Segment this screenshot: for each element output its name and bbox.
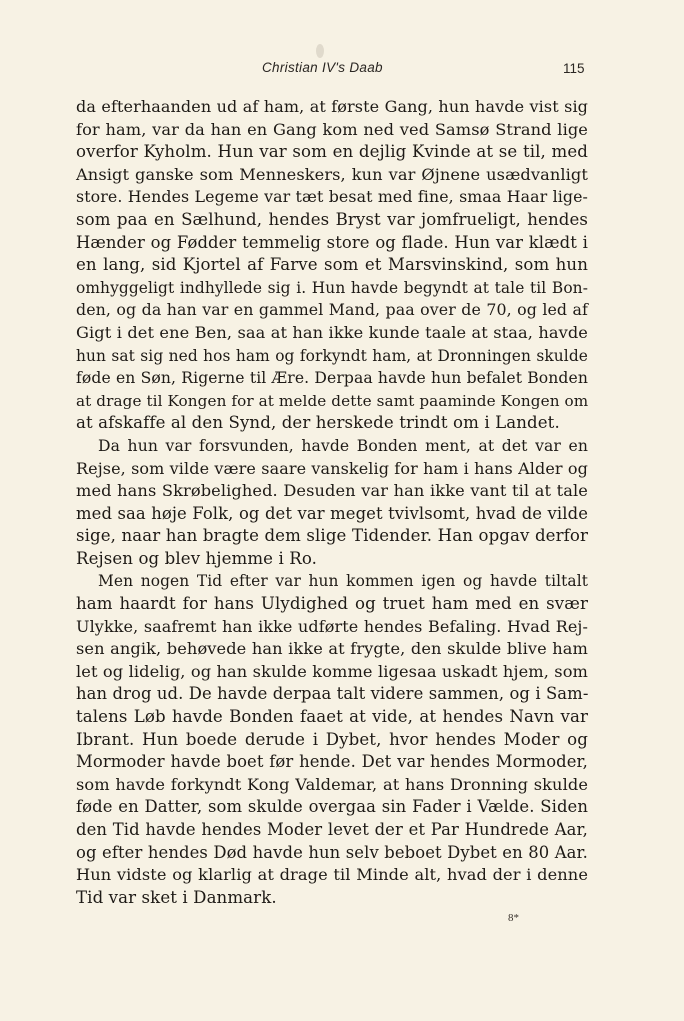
text-line: føde en Datter, som skulde overgaa sin Fader i Vælde. Siden <box>76 797 588 817</box>
running-head <box>0 60 684 80</box>
text-line: da efterhaanden ud af ham, at første Gang, hun havde vist sig <box>76 97 588 116</box>
text-line: at drage til Kongen for at melde dette samt paaminde Kongen om <box>76 391 589 410</box>
text-line: som havde forkyndt Kong Valdemar, at hans Dronning skulde <box>76 774 588 794</box>
text-line: han drog ud. De havde derpaa talt videre sammen, og i Sam- <box>76 684 589 704</box>
text-line: let og lidelig, og han skulde komme ligesaa uskadt hjem, som <box>76 661 588 681</box>
text-line: overfor Kyholm. Hun var som en dejlig Kvinde at se til, med <box>76 142 588 162</box>
running-title: Christian IV's Daab <box>262 60 383 75</box>
text-line: Mormoder havde boet før hende. Det var hendes Mormoder, <box>76 752 588 772</box>
text-line: en lang, sid Kjortel af Farve som et Marsvinskind, som hun <box>76 255 588 275</box>
text-line: Da hun var forsvunden, havde Bonden ment, at det var en <box>98 436 588 455</box>
page-smudge <box>316 44 324 58</box>
text-line: store. Hendes Legeme var tæt besat med fine, smaa Haar lige- <box>76 187 588 207</box>
text-line: Rejsen og blev hjemme i Ro. <box>76 548 318 568</box>
text-line: Ibrant. Hun boede derude i Dybet, hvor hendes Moder og <box>76 729 588 749</box>
text-line: med hans Skrøbelighed. Desuden var han ikke vant til at tale <box>76 481 588 501</box>
page-number: 115 <box>563 61 585 76</box>
text-line: for ham, var da han en Gang kom ned ved Samsø Strand lige <box>76 119 588 139</box>
text-line: føde en Søn, Rigerne til Ære. Derpaa havde hun befalet Bonden <box>76 369 588 388</box>
text-line: sige, naar han bragte dem slige Tidender. Han opgav derfor <box>76 526 588 546</box>
text-line: at afskaffe al den Synd, der herskede trindt om i Landet. <box>76 413 560 433</box>
text-line: Ulykke, saafremt han ikke udførte hendes Befaling. Hvad Rej- <box>76 616 588 636</box>
text-line: Hænder og Fødder temmelig store og flade. Hun var klædt i <box>76 232 588 252</box>
text-line: den Tid havde hendes Moder levet der et Par Hundrede Aar, <box>76 820 588 839</box>
text-line: og efter hendes Død havde hun selv beboet Dybet en 80 Aar. <box>76 842 588 862</box>
body-text <box>76 96 588 909</box>
text-line: Gigt i det ene Ben, saa at han ikke kunde taale at staa, havde <box>76 322 588 342</box>
text-line: sen angik, behøvede han ikke at frygte, den skulde blive ham <box>76 639 588 659</box>
text-line: med saa høje Folk, og det var meget tvivlsomt, hvad de vilde <box>76 503 588 523</box>
text-line: Men nogen Tid efter var hun kommen igen og havde tiltalt <box>98 572 588 591</box>
text-line: hun sat sig ned hos ham og forkyndt ham, at Dronningen skulde <box>76 346 588 365</box>
text-line: Tid var sket i Danmark. <box>76 887 277 907</box>
text-line: Ansigt ganske som Menneskers, kun var Øjnene usædvanligt <box>76 164 588 184</box>
signature-mark: 8* <box>508 912 519 924</box>
text-line: den, og da han var en gammel Mand, paa over de 70, og led af <box>76 300 588 320</box>
text-line: Rejse, som vilde være saare vanskelig for ham i hans Alder og <box>76 458 588 478</box>
text-line: Hun vidste og klarlig at drage til Minde alt, hvad der i denne <box>76 865 588 885</box>
text-line: som paa en Sælhund, hendes Bryst var jomfrueligt, hendes <box>76 209 588 229</box>
text-line: ham haardt for hans Ulydighed og truet ham med en svær <box>76 594 588 614</box>
text-line: omhyggeligt indhyllede sig i. Hun havde begyndt at tale til Bon- <box>76 278 588 297</box>
text-line: talens Løb havde Bonden faaet at vide, at hendes Navn var <box>76 707 588 727</box>
